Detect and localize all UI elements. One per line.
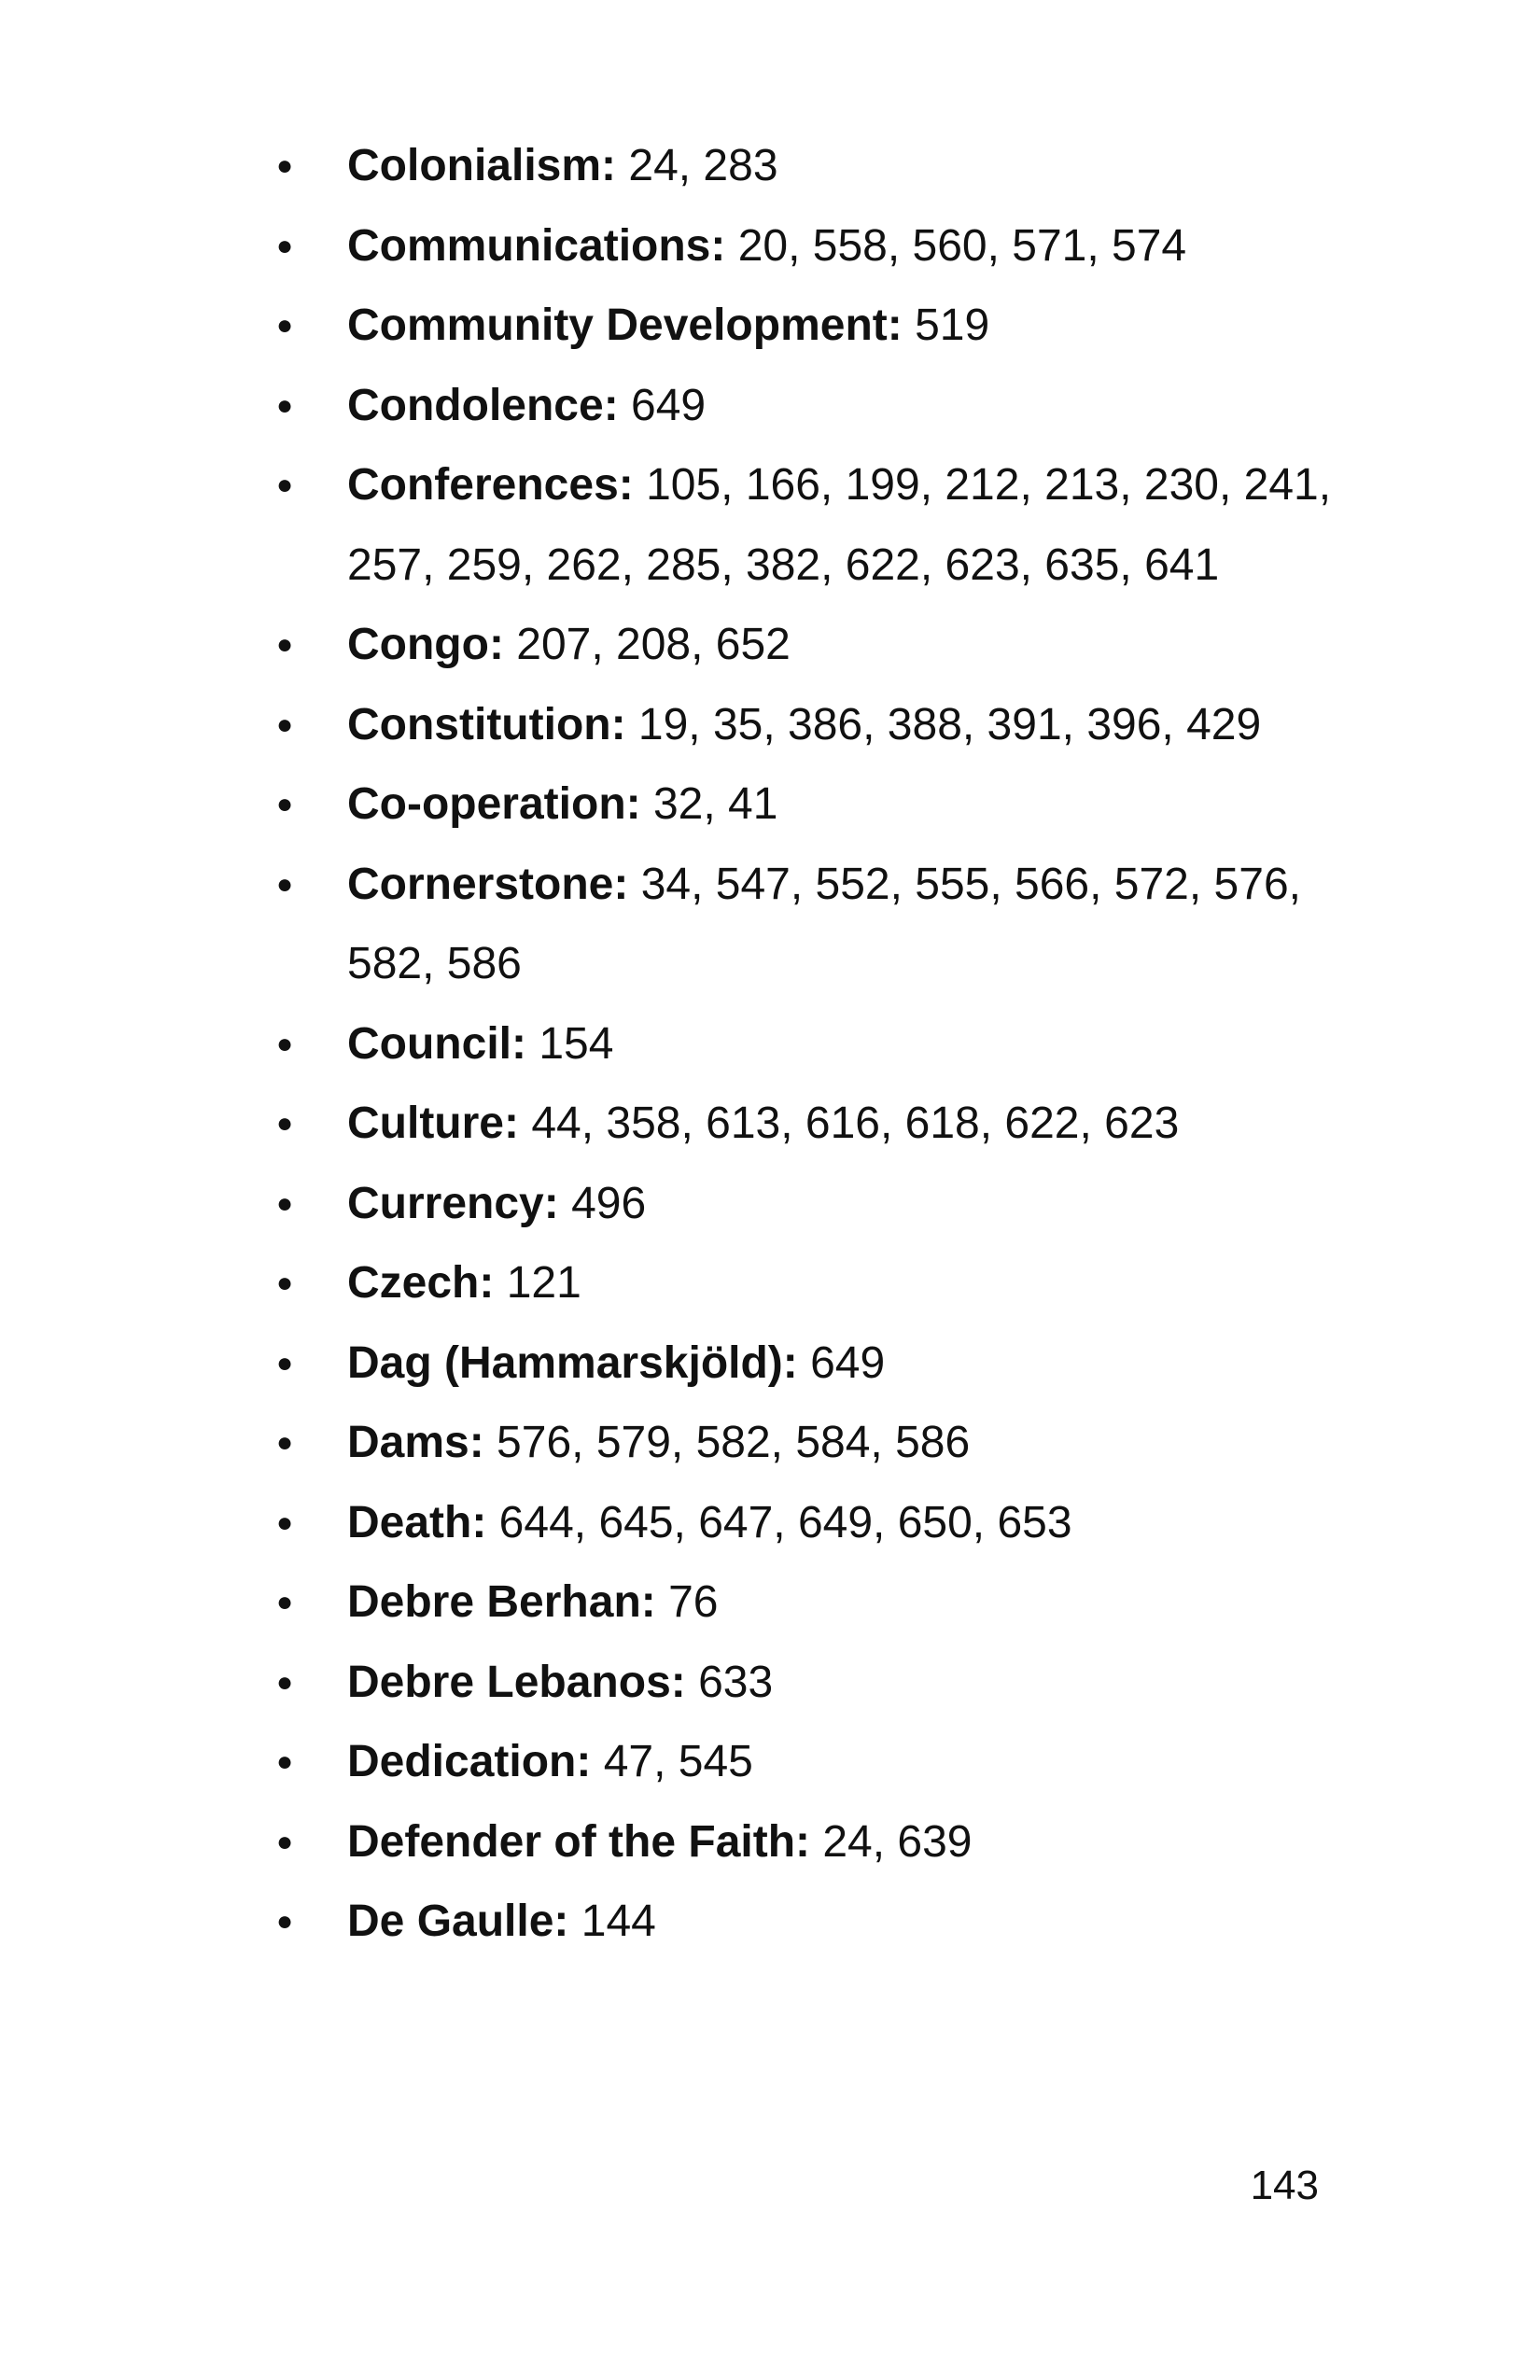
bullet-icon: ● [276, 389, 294, 421]
index-entry [271, 1802, 1335, 1883]
index-pages: 121 [494, 1258, 581, 1308]
index-pages: 34, 547, 552, 555, 566, 572, 576, 582, 586 [347, 859, 1301, 988]
index-pages: 44, 358, 613, 616, 618, 622, 623 [518, 1099, 1180, 1148]
index-term: Currency: [347, 1178, 559, 1228]
bullet-icon: ● [276, 1347, 294, 1379]
index-pages: 20, 558, 560, 571, 574 [725, 220, 1187, 271]
bullet-icon: ● [276, 1267, 294, 1298]
index-pages: 47, 545 [591, 1737, 753, 1786]
index-term: Condolence: [347, 380, 619, 430]
index-entry [271, 1403, 1335, 1483]
index-pages: 649 [618, 380, 707, 430]
bullet-icon: ● [276, 1826, 294, 1857]
bullet-icon: ● [276, 1427, 294, 1458]
index-term: Congo: [347, 620, 504, 669]
index-pages: 633 [685, 1657, 774, 1707]
index-pages: 19, 35, 386, 388, 391, 396, 429 [625, 699, 1262, 749]
index-entry [271, 366, 1335, 446]
index-pages: 105, 166, 199, 212, 213, 230, 241, 257, 259, 262, 285, 382, 622, 623, 635, 641 [347, 460, 1332, 590]
index-term: Culture: [347, 1099, 519, 1148]
index-entry [271, 1722, 1335, 1802]
index-entry [271, 685, 1335, 765]
index-pages: 649 [797, 1337, 886, 1388]
index-term: Debre Berhan: [347, 1577, 656, 1627]
index-pages: 24, 283 [616, 141, 778, 190]
index-entry [271, 206, 1335, 287]
index-entry [271, 286, 1335, 366]
index-term: De Gaulle: [347, 1897, 569, 1946]
index-pages: 154 [525, 1018, 614, 1069]
index-term: Dedication: [347, 1737, 592, 1786]
index-entry [271, 845, 1335, 1004]
bullet-icon: ● [276, 868, 294, 900]
page-number: 143 [1250, 2163, 1319, 2208]
index-pages: 144 [568, 1897, 656, 1946]
bullet-icon: ● [276, 310, 294, 341]
index-entry [271, 1164, 1335, 1244]
bullet-icon: ● [276, 1108, 294, 1139]
index-pages: 24, 639 [810, 1816, 973, 1867]
index-pages: 207, 208, 652 [503, 620, 791, 669]
bullet-icon: ● [276, 469, 294, 500]
bullet-icon: ● [276, 1666, 294, 1698]
bullet-icon: ● [276, 1506, 294, 1538]
index-term: Cornerstone: [347, 859, 629, 909]
index-term: Defender of the Faith: [347, 1816, 811, 1867]
index-entry [271, 126, 1335, 206]
bullet-icon: ● [276, 1906, 294, 1937]
index-pages: 496 [558, 1178, 647, 1228]
index-term: Debre Lebanos: [347, 1657, 686, 1707]
bullet-icon: ● [276, 1028, 294, 1059]
index-term: Czech: [347, 1258, 495, 1308]
index-term: Death: [347, 1497, 487, 1547]
index-entry [271, 1323, 1335, 1404]
index-pages: 576, 579, 582, 584, 586 [483, 1418, 971, 1467]
index-entry [271, 764, 1335, 845]
index-entry [271, 445, 1335, 605]
bullet-icon: ● [276, 150, 294, 181]
bullet-icon: ● [276, 1587, 294, 1617]
index-entry [271, 1243, 1335, 1323]
index-pages: 519 [902, 301, 990, 350]
index-term: Conferences: [347, 460, 634, 510]
index-term: Colonialism: [347, 141, 617, 190]
index-entry [271, 1004, 1335, 1085]
index-entry [271, 1643, 1335, 1723]
bullet-icon: ● [276, 629, 294, 660]
index-term: Council: [347, 1018, 526, 1069]
index-entry [271, 1084, 1335, 1164]
bullet-icon: ● [276, 789, 294, 819]
index-pages: 32, 41 [640, 779, 778, 829]
bullet-icon: ● [276, 230, 294, 261]
index-entry [271, 605, 1335, 685]
bullet-icon: ● [276, 1187, 294, 1219]
bullet-icon: ● [276, 1746, 294, 1777]
index-term: Communications: [347, 220, 726, 271]
index-pages: 644, 645, 647, 649, 650, 653 [486, 1497, 1072, 1547]
bullet-icon: ● [276, 708, 294, 740]
index-term: Co-operation: [347, 779, 641, 829]
index-term: Dams: [347, 1418, 484, 1467]
index-term: Constitution: [347, 699, 626, 749]
index-entry [271, 1562, 1335, 1643]
index-entry [271, 1882, 1335, 1962]
index-entry [271, 1483, 1335, 1563]
index-pages: 76 [655, 1577, 719, 1627]
index-list [271, 126, 1335, 1962]
index-term: Community Development: [347, 301, 903, 350]
index-term: Dag (Hammarskjöld): [347, 1337, 798, 1388]
